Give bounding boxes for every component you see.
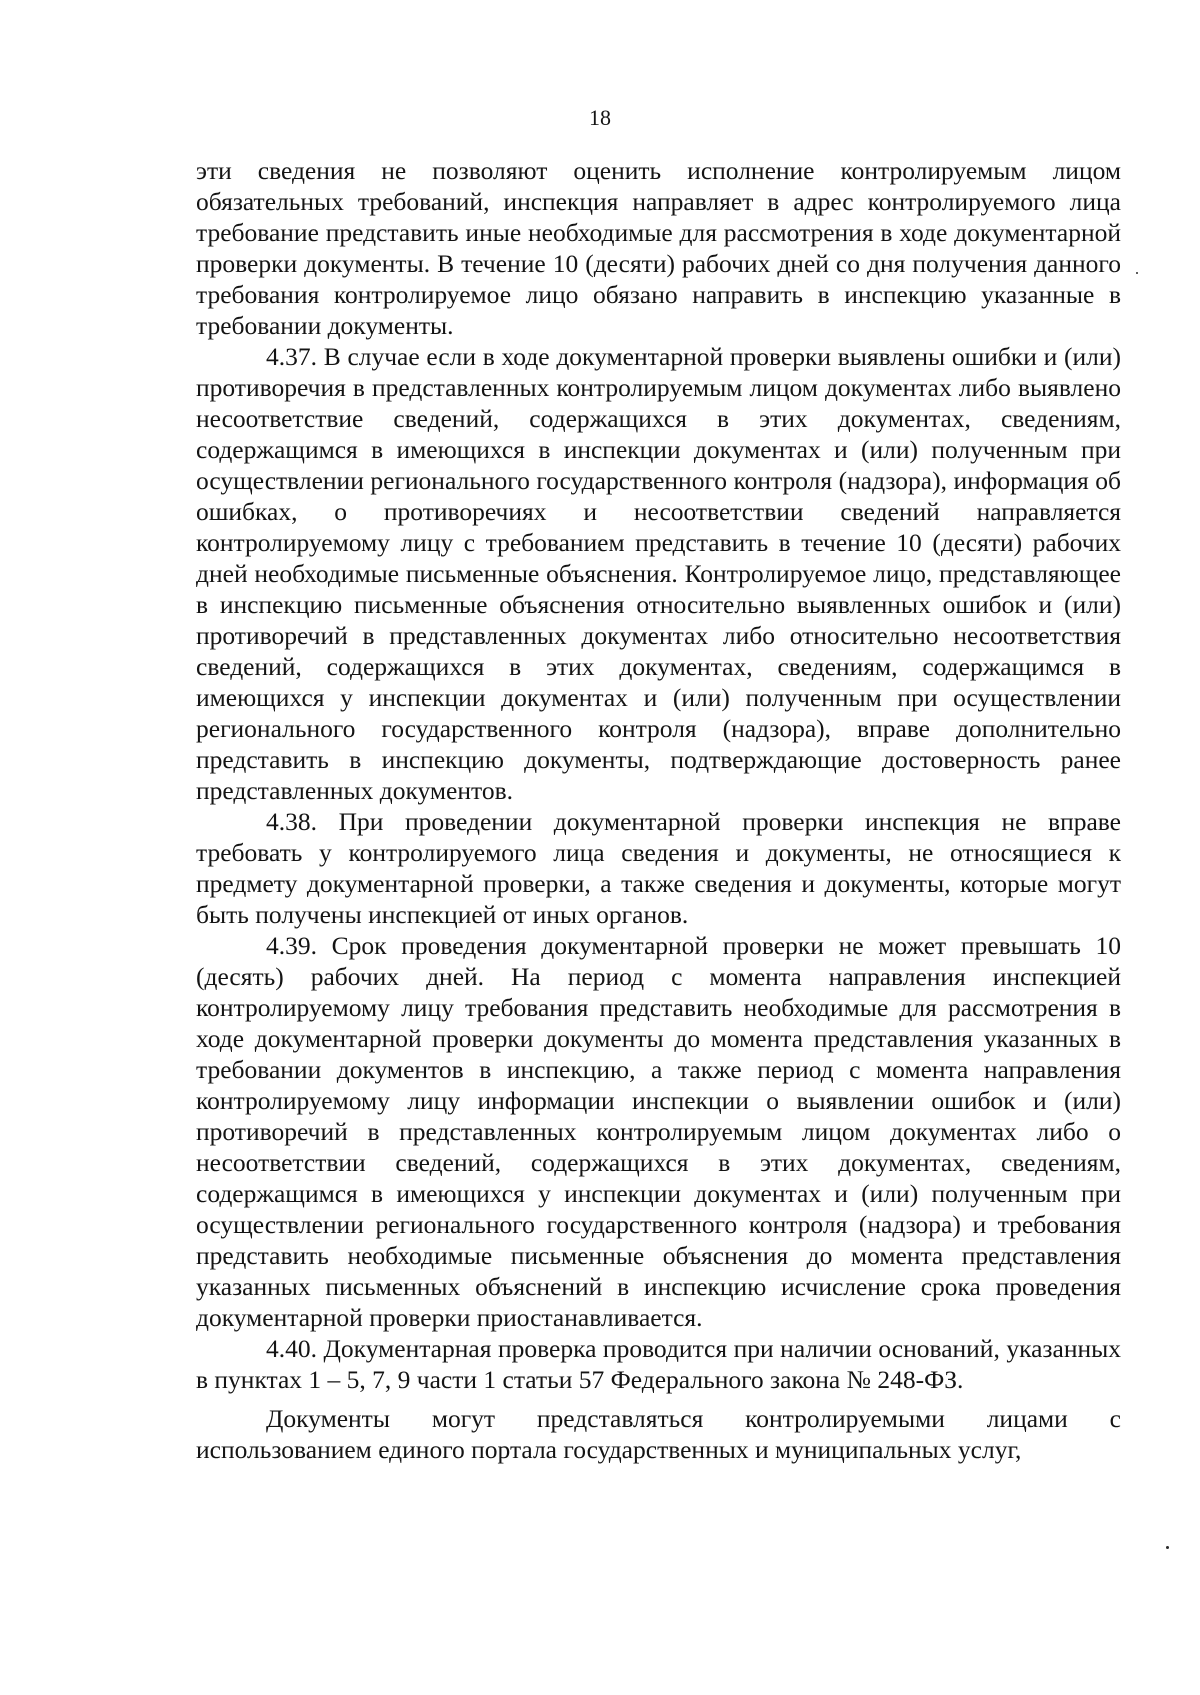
- document-body: [196, 155, 1121, 1465]
- paragraph-4-37: 4.37. В случае если в ходе документарной проверки выявлены ошибки и (или) противоречия в представленных контролируемым лицом документах либо выявлено несоответствие сведений, содержащихся в этих документах, сведениям, содержащимся в имеющихся в инспекции документах и (или) полученным при осуществлении регионального государственного контроля (надзора), информация об ошибках, о противоречиях и несоответствии сведений направляется контролируемому лицу с требованием представить в течение 10 (десяти) рабочих дней необходимые письменные объяснения. Контролируемое лицо, представляющее в инспекцию письменные объяснения относительно выявленных ошибок и (или) противоречий в представленных документах либо относительно несоответствия сведений, содержащихся в этих документах, сведениям, содержащимся в имеющихся у инспекции документах и (или) полученным при осуществлении регионального государственного контроля (надзора), вправе дополнительно представить в инспекцию документы, подтверждающие достоверность ранее представленных документов.: [196, 342, 1121, 805]
- paragraph-4-39: 4.39. Срок проведения документарной проверки не может превышать 10 (десять) рабочих дней. На период с момента направления инспекцией контролируемому лицу требования представить необходимые для рассмотрения в ходе документарной проверки документы до момента представления указанных в требовании документов в инспекцию, а также период с момента направления контролируемому лицу информации инспекции о выявлении ошибок и (или) противоречий в представленных контролируемым лицом документах либо о несоответствии сведений, содержащихся в этих документах, сведениям, содержащимся в имеющихся у инспекции документах и (или) полученным при осуществлении регионального государственного контроля (надзора) и требования представить необходимые письменные объяснения до момента представления указанных письменных объяснений в инспекцию исчисление срока проведения документарной проверки приостанавливается.: [196, 931, 1121, 1332]
- scan-speck: [1136, 272, 1138, 274]
- paragraph-4-38: 4.38. При проведении документарной проверки инспекция не вправе требовать у контролируемого лица сведения и документы, не относящиеся к предмету документарной проверки, а также сведения и документы, которые могут быть получены инспекцией от иных органов.: [196, 807, 1121, 929]
- paragraph-documents: Документы могут представляться контролируемыми лицами с использованием единого портала государственных и муниципальных услуг,: [196, 1404, 1121, 1464]
- paragraph-4-40: 4.40. Документарная проверка проводится при наличии оснований, указанных в пунктах 1 – 5, 7, 9 части 1 статьи 57 Федерального закона № 248-ФЗ.: [196, 1334, 1121, 1394]
- scan-speck: [1166, 1546, 1169, 1549]
- page-number: 18: [589, 105, 611, 130]
- paragraph-continuation: эти сведения не позволяют оценить исполнение контролируемым лицом обязательных требований, инспекция направляет в адрес контролируемого лица требование представить иные необходимые для рассмотрения в ходе документарной проверки документы. В течение 10 (десяти) рабочих дней со дня получения данного требования контролируемое лицо обязано направить в инспекцию указанные в требовании документы.: [196, 156, 1121, 340]
